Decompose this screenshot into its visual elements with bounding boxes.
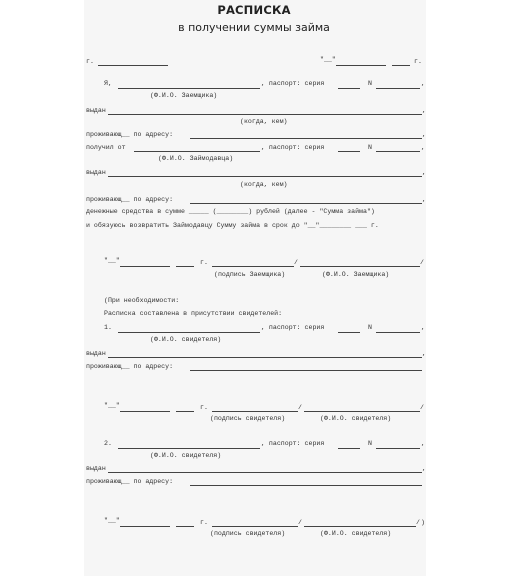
- witness1-residence-label: проживающ__ по адресу:: [86, 363, 174, 370]
- date-month-field[interactable]: [336, 65, 386, 66]
- comma: ,: [421, 324, 425, 331]
- witness2-number-field[interactable]: [376, 448, 420, 449]
- borrower-issued-field[interactable]: [108, 114, 422, 115]
- witness1-sign-year-field[interactable]: [176, 411, 194, 412]
- comma: ,: [422, 169, 426, 176]
- borrower-signature-field[interactable]: [212, 266, 294, 267]
- witness2-no-label: N: [368, 440, 372, 447]
- witness2-g: г.: [200, 519, 208, 526]
- lender-name-field[interactable]: [134, 151, 260, 152]
- witness2-caption-fio: (Ф.И.О. свидетеля): [320, 530, 392, 537]
- borrower-number-field[interactable]: [376, 88, 420, 89]
- witness2-series-field[interactable]: [338, 448, 360, 449]
- witness1-fio-caption: (Ф.И.О. свидетеля): [150, 336, 222, 343]
- witness1-name-field[interactable]: [118, 332, 260, 333]
- comma: ,: [421, 80, 425, 87]
- witness2-caption-signature: (подпись свидетеля): [210, 530, 286, 537]
- date-year-suffix: г.: [414, 58, 422, 65]
- sign1-year-field[interactable]: [176, 266, 194, 267]
- borrower-issued-label: выдан: [86, 107, 106, 114]
- witness1-issued-label: выдан: [86, 350, 106, 357]
- witness1-passport-label: , паспорт: серия: [261, 324, 325, 331]
- witness2-issued-label: выдан: [86, 465, 106, 472]
- comma: ,: [422, 131, 426, 138]
- date-quote: "__": [320, 56, 336, 63]
- sign1-caption-signature: (подпись Заемщика): [214, 271, 286, 278]
- slash: /: [420, 259, 424, 266]
- comma: ,: [422, 196, 426, 203]
- lender-fio-caption: (Ф.И.О. Займодавца): [158, 155, 234, 162]
- lender-issued-caption: (когда, кем): [240, 181, 288, 188]
- borrower-residence-field[interactable]: [190, 138, 422, 139]
- witness2-date: "__": [104, 517, 120, 524]
- slash: /: [298, 519, 302, 526]
- witness1-residence-field[interactable]: [190, 370, 422, 371]
- lender-passport-label: , паспорт: серия: [261, 144, 325, 151]
- borrower-prefix: Я,: [104, 80, 112, 87]
- borrower-name-field[interactable]: [118, 88, 260, 89]
- witness1-number-field[interactable]: [376, 332, 420, 333]
- witness1-num: 1.: [104, 324, 112, 331]
- witness1-series-field[interactable]: [338, 332, 360, 333]
- sign1-date: "__": [104, 257, 120, 264]
- slash: /: [298, 404, 302, 411]
- witness1-signature-field[interactable]: [212, 411, 298, 412]
- witness1-no-label: N: [368, 324, 372, 331]
- witness2-residence-field[interactable]: [190, 485, 422, 486]
- city-field[interactable]: [98, 65, 168, 66]
- date-year-field[interactable]: [392, 65, 410, 66]
- lender-issued-field[interactable]: [108, 176, 422, 177]
- witness2-name-field[interactable]: [118, 448, 260, 449]
- comma: ,: [422, 107, 426, 114]
- lender-number-field[interactable]: [376, 151, 420, 152]
- lender-no-label: N: [368, 144, 372, 151]
- witness2-close-paren: ): [421, 519, 425, 526]
- comma: ,: [421, 440, 425, 447]
- witness1-issued-field[interactable]: [108, 357, 422, 358]
- witness-line: Расписка составлена в присутствии свидетелей:: [104, 310, 283, 317]
- witness2-sign-year-field[interactable]: [176, 526, 194, 527]
- witness2-residence-label: проживающ__ по адресу:: [86, 478, 174, 485]
- borrower-no-label: N: [368, 80, 372, 87]
- sign1-g: г.: [200, 259, 208, 266]
- witness2-fio-caption: (Ф.И.О. свидетеля): [150, 452, 222, 459]
- witness2-sign-month-field[interactable]: [120, 526, 170, 527]
- witness-intro: (При необходимости:: [104, 297, 180, 304]
- witness1-fio-sign-field[interactable]: [304, 411, 420, 412]
- borrower-passport-label: , паспорт: серия: [261, 80, 325, 87]
- borrower-series-field[interactable]: [338, 88, 360, 89]
- money-line: денежные средства в сумме _____ (________) рублей (далее - "Сумма займа"): [86, 208, 375, 215]
- witness2-signature-field[interactable]: [212, 526, 298, 527]
- witness1-caption-signature: (подпись свидетеля): [210, 415, 286, 422]
- comma: ,: [422, 350, 426, 357]
- slash: /: [416, 519, 420, 526]
- comma: ,: [422, 465, 426, 472]
- witness1-g: г.: [200, 404, 208, 411]
- lender-series-field[interactable]: [338, 151, 360, 152]
- witness1-date: "__": [104, 402, 120, 409]
- witness1-sign-month-field[interactable]: [120, 411, 170, 412]
- borrower-fio-caption: (Ф.И.О. Заемщика): [150, 92, 218, 99]
- slash: /: [420, 404, 424, 411]
- lender-residence-label: проживающ__ по адресу:: [86, 196, 174, 203]
- borrower-issued-caption: (когда, кем): [240, 118, 288, 125]
- sign1-caption-fio: (Ф.И.О. Заемщика): [322, 271, 390, 278]
- witness2-passport-label: , паспорт: серия: [261, 440, 325, 447]
- sign1-month-field[interactable]: [120, 266, 170, 267]
- borrower-fio-sign-field[interactable]: [300, 266, 420, 267]
- comma: ,: [421, 144, 425, 151]
- document-subtitle: в получении суммы займа: [178, 21, 330, 34]
- lender-residence-field[interactable]: [190, 203, 422, 204]
- borrower-residence-label: проживающ__ по адресу:: [86, 131, 174, 138]
- witness2-fio-sign-field[interactable]: [304, 526, 416, 527]
- city-prefix: г.: [86, 58, 94, 65]
- witness1-caption-fio: (Ф.И.О. свидетеля): [320, 415, 392, 422]
- return-line: и обязуюсь возвратить Займодавцу Сумму займа в срок до "__"________ ___ г.: [86, 222, 379, 229]
- slash: /: [294, 259, 298, 266]
- witness2-num: 2.: [104, 440, 112, 447]
- lender-received-label: получил от: [86, 144, 126, 151]
- document-title: РАСПИСКА: [217, 3, 291, 17]
- document-page: [84, 0, 426, 576]
- witness2-issued-field[interactable]: [108, 472, 422, 473]
- lender-issued-label: выдан: [86, 169, 106, 176]
